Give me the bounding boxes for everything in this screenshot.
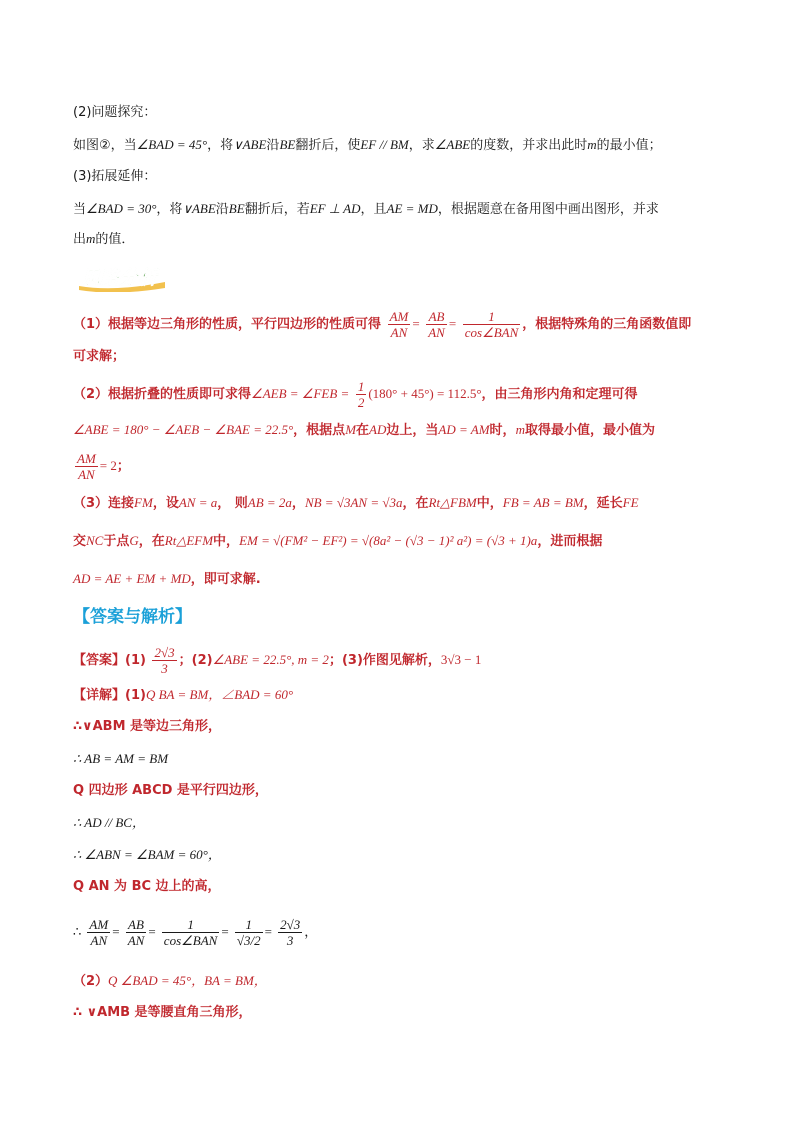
frac-d1: $\frac{AM}{AN}$ <box>89 917 109 948</box>
q2-title: (2)问题探究： <box>73 105 157 120</box>
detail-l8: ∴ $\frac{AM}{AN}$ = $\frac{AB}{AN}$ = $\frac{1}{\text{cos∠BAN}}$ = $\frac{1}{√3/2}$ = $\frac{2√3}{3}$ ， <box>73 917 318 948</box>
analysis-p1-cont: 可求解； <box>73 349 126 364</box>
q3-text: 当∠BAD = 30°，将∨ABE沿BE翻折后，若EF ⊥ AD，且AE = MD，根据题意在备用图中画出图形，并求 <box>73 201 659 217</box>
detail-l1: 【详解】(1)Q BA = BM，∠BAD = 60° <box>73 687 294 703</box>
detail-l2: ∴∨ABM 是等边三角形， <box>73 719 222 734</box>
badge-label: 思路分析 <box>81 267 158 289</box>
q3-text-cont: 出m的值． <box>73 231 135 247</box>
frac-d5: $\frac{2√3}{3}$ <box>280 917 301 948</box>
answer-section-title: 【答案与解析】 <box>73 607 192 627</box>
analysis-p2-min: $\frac{AM}{AN}$ = 2； <box>77 451 130 482</box>
detail-l3: ∴ AB = AM = BM <box>73 751 169 766</box>
analysis-p2: （2）根据折叠的性质即可求得∠AEB = ∠FEB = $\frac{1}{2}$ (180° + 45°) = 112.5°，由三角形内角和定理可得 <box>73 379 638 410</box>
detail-l6: ∴ ∠ABN = ∠BAM = 60°， <box>73 847 221 862</box>
detail-l10: ∴ ∨AMB 是等腰直角三角形， <box>73 1005 252 1020</box>
frac-1-cos: $\frac{1}{\text{cos∠BAN}}$ <box>464 309 519 340</box>
analysis-badge <box>75 262 169 292</box>
answer-line: 【答案】(1) $\frac{2√3}{3}$ ；(2)∠ABE = 22.5°, m = 2；(3)作图见解析，3√3 − 1 <box>73 645 482 676</box>
frac-ab-an: $\frac{AB}{AN}$ <box>428 309 445 340</box>
analysis-p2-cont: ∠ABE = 180° − ∠AEB − ∠BAE = 22.5°，根据点M在AD边上，当AD = AM时，m取得最小值，最小值为 <box>73 422 655 438</box>
analysis-p3: （3）连接FM，设AN = a， 则AB = 2a，NB = √3AN = √3a，在Rt△FBM中，FB = AB = BM，延长FE <box>73 495 639 511</box>
frac-d4: $\frac{1}{√3/2}$ <box>236 917 261 948</box>
q2-text: 如图②，当∠BAD = 45°，将∨ABE沿BE翻折后，使EF // BM，求∠ABE的度数，并求出此时m的最小值； <box>73 137 662 153</box>
analysis-p3-cont: 交NC于点G，在Rt△EFM中，EM = √(FM² − EF²) = √(8a² − (√3 − 1)² a²) = (√3 + 1)a，进而根据 <box>73 533 603 549</box>
detail-l9: （2）Q ∠BAD = 45°，BA = BM， <box>73 973 267 989</box>
q3-title: (3)拓展延伸： <box>73 169 157 184</box>
analysis-p1: （1）根据等边三角形的性质，平行四边形的性质可得 $\frac{AM}{AN}$ = $\frac{AB}{AN}$ = $\frac{1}{\text{cos∠BAN}}$ ，根据特殊角的三角函数值即 <box>73 309 692 340</box>
detail-l4: Q 四边形 ABCD 是平行四边形， <box>73 783 268 798</box>
frac-am-an-min: $\frac{AM}{AN}$ <box>77 451 96 482</box>
detail-l5: ∴ AD // BC， <box>73 815 145 830</box>
analysis-p3-end: AD = AE + EM + MD，即可求解. <box>73 571 261 587</box>
frac-d3: $\frac{1}{\text{cos∠BAN}}$ <box>163 917 218 948</box>
detail-l7: Q AN 为 BC 边上的高， <box>73 879 221 894</box>
frac-am-an: $\frac{AM}{AN}$ <box>389 309 409 340</box>
frac-d2: $\frac{AB}{AN}$ <box>127 917 145 948</box>
frac-answer-1: $\frac{2√3}{3}$ <box>154 645 175 676</box>
frac-half: $\frac{1}{2}$ <box>357 379 365 410</box>
